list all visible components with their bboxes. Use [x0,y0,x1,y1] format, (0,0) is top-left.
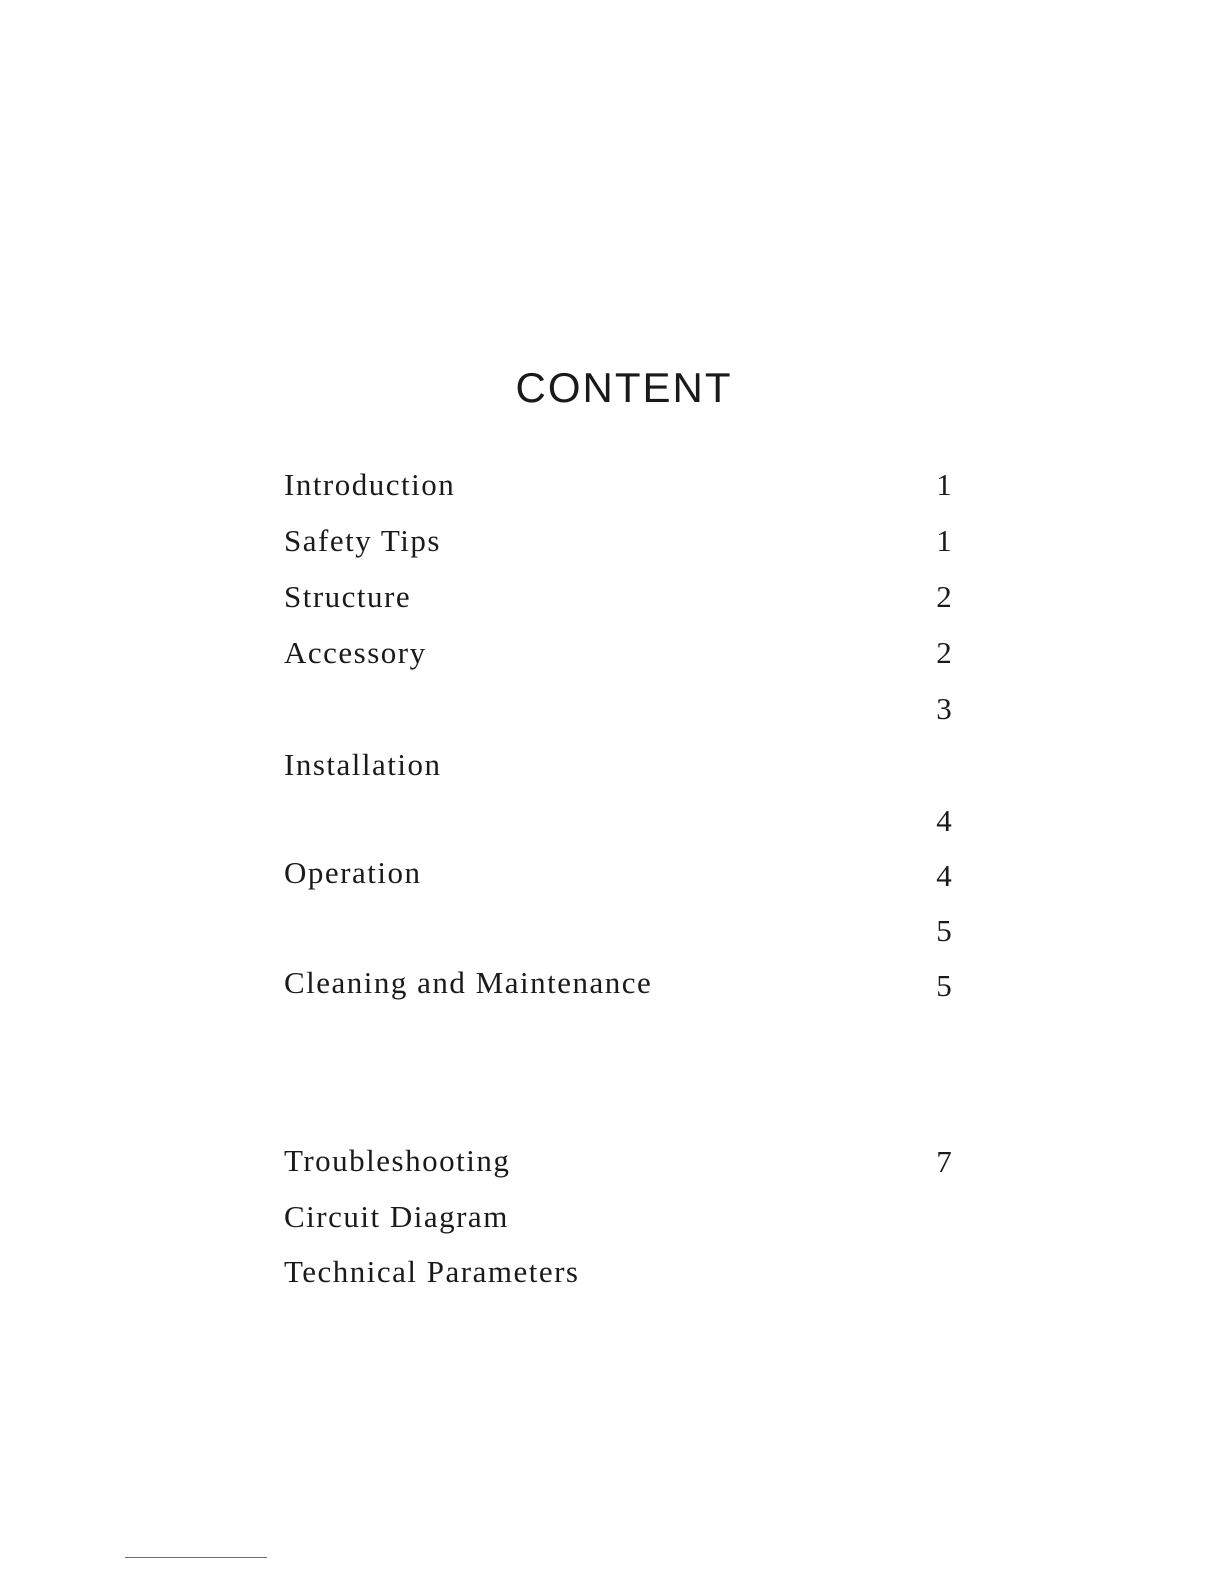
toc-entry-accessory: Accessory [284,635,427,670]
footer-rule [125,1557,267,1558]
toc-page-number: 5 [936,913,952,948]
toc-entry-installation: Installation [284,747,442,782]
toc-entry-safety-tips: Safety Tips [284,523,441,558]
toc-entry-circuit-diagram: Circuit Diagram [284,1199,509,1234]
toc-entry-technical-parameters: Technical Parameters [284,1254,580,1289]
toc-entry-introduction: Introduction [284,467,456,502]
toc-page-number: 5 [936,968,952,1003]
toc-page-number: 7 [936,1144,952,1179]
toc-page-number: 2 [936,635,952,670]
toc-page-number: 3 [936,691,952,726]
toc-page-number: 4 [936,858,952,893]
toc-page-number: 2 [936,579,952,614]
toc-entry-cleaning-and-maintenance: Cleaning and Maintenance [284,965,653,1000]
toc-page-number: 4 [936,803,952,838]
toc-entry-troubleshooting: Troubleshooting [284,1143,511,1178]
toc-page-number: 1 [936,467,952,502]
page-title: CONTENT [515,364,733,411]
toc-page-number: 1 [936,523,952,558]
toc-entry-operation: Operation [284,855,422,890]
toc-entry-structure: Structure [284,579,412,614]
